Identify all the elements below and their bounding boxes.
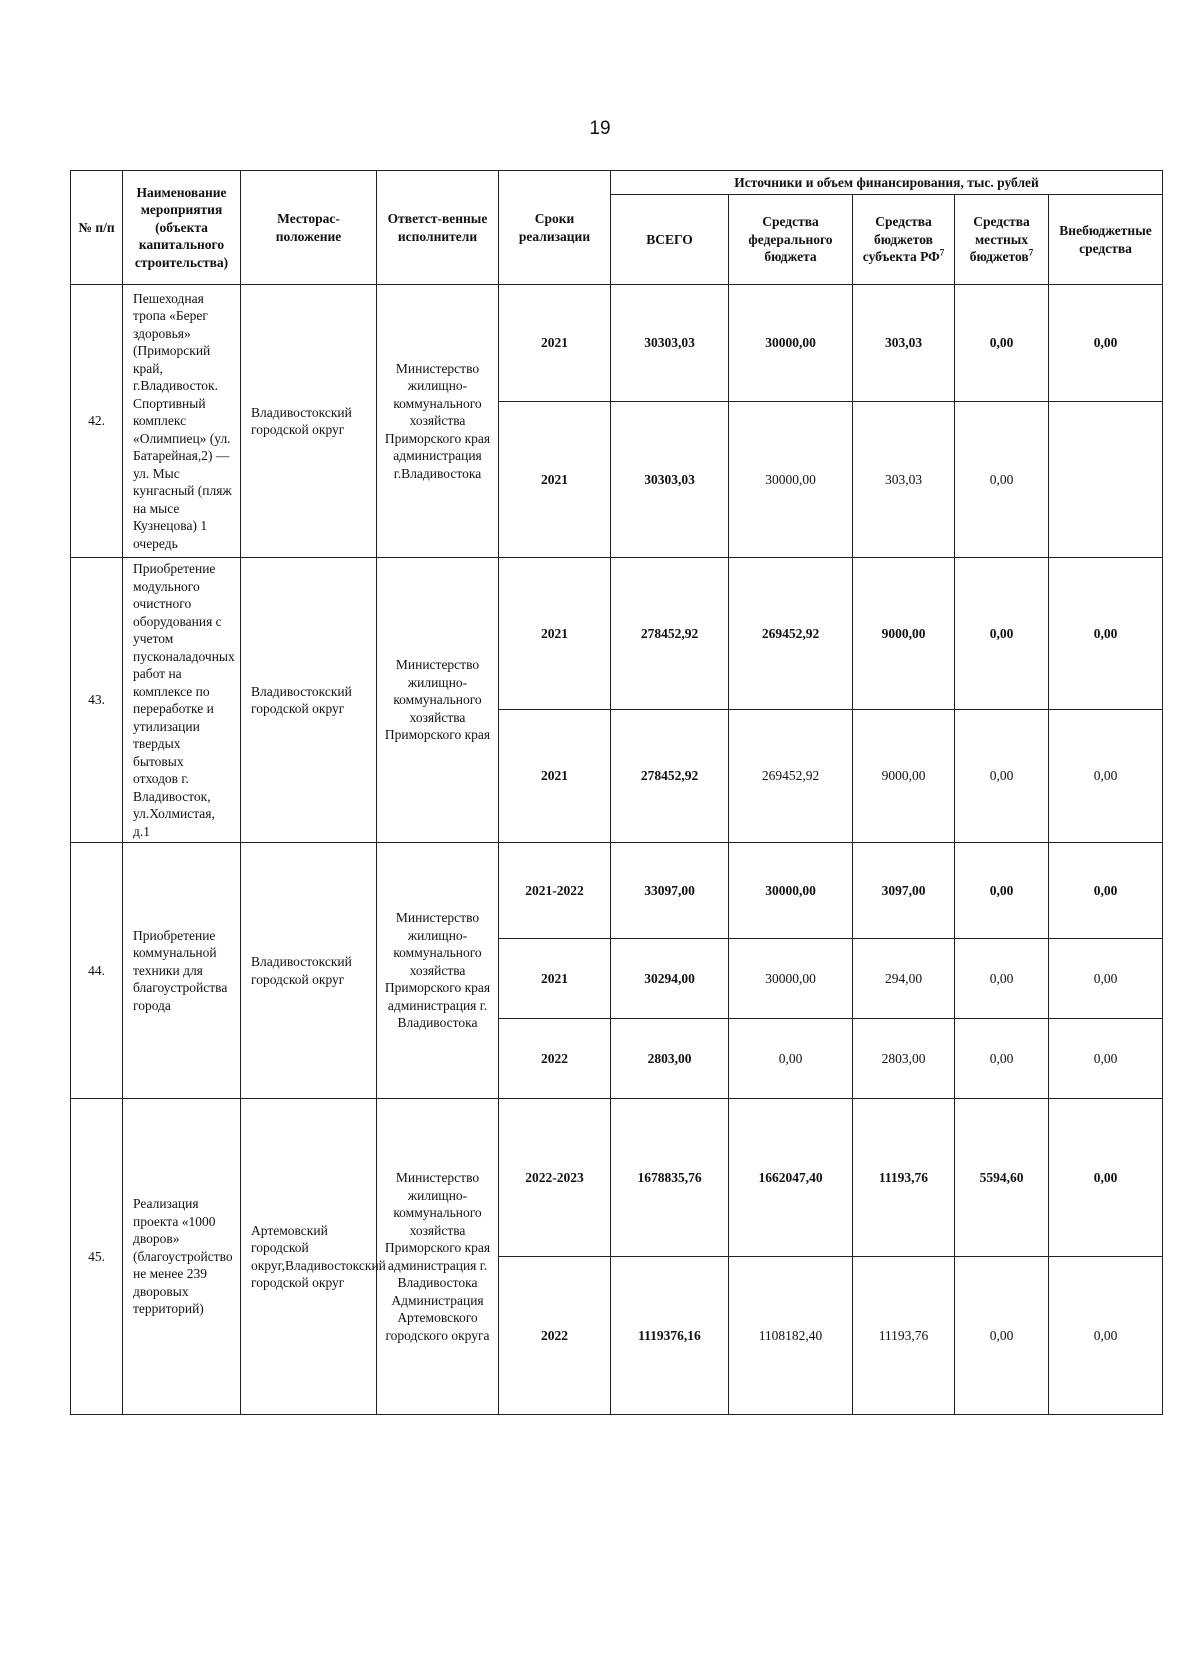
cell-local: 0,00 (955, 402, 1049, 558)
cell-total: 278452,92 (611, 558, 729, 710)
header-subject-label: Средства бюджетов субъекта РФ (862, 214, 940, 265)
cell-term: 2021 (499, 709, 611, 842)
cell-extra: 0,00 (1049, 1019, 1163, 1099)
cell-term: 2021 (499, 558, 611, 710)
cell-term: 2021 (499, 939, 611, 1019)
cell-extra: 0,00 (1049, 558, 1163, 710)
cell-subject: 303,03 (853, 402, 955, 558)
cell-federal: 30000,00 (729, 285, 853, 402)
cell-total: 33097,00 (611, 843, 729, 939)
cell-local: 5594,60 (955, 1099, 1049, 1257)
cell-federal: 30000,00 (729, 843, 853, 939)
page-number: 19 (589, 118, 611, 139)
row-name: Реализация проекта «1000 дворов» (благоустройство не менее 239 дворовых территорий) (123, 1099, 241, 1415)
header-name: Наименование мероприятия (объекта капитального строительства) (123, 171, 241, 285)
cell-extra: 0,00 (1049, 1257, 1163, 1415)
header-location: Месторас-положение (241, 171, 377, 285)
header-terms: Сроки реализации (499, 171, 611, 285)
header-federal: Средства федерального бюджета (729, 195, 853, 285)
row-location: Владивостокский городской округ (241, 285, 377, 558)
row-responsible: Министерство жилищно-коммунального хозяйства Приморского края администрация г. Владивостока Администрация Артемовского городского округа (377, 1099, 499, 1415)
header-local (955, 195, 1049, 285)
table-row (71, 1099, 1163, 1257)
cell-total: 278452,92 (611, 709, 729, 842)
row-location: Артемовский городской округ,Владивостокский городской округ (241, 1099, 377, 1415)
cell-subject: 11193,76 (853, 1257, 955, 1415)
row-name: Пешеходная тропа «Берег здоровья» (Приморский край, г.Владивосток. Спортивный комплекс «Олимпиец» (ул. Батарейная,2) — ул. Мыс кунгасный (пляж на мысе Кузнецова) 1 очередь (123, 285, 241, 558)
header-responsible: Ответст-венные исполнители (377, 171, 499, 285)
cell-subject: 3097,00 (853, 843, 955, 939)
cell-extra: 0,00 (1049, 709, 1163, 842)
cell-extra: 0,00 (1049, 285, 1163, 402)
row-num: 42. (71, 285, 123, 558)
row-num: 45. (71, 1099, 123, 1415)
cell-total: 30303,03 (611, 285, 729, 402)
row-responsible: Министерство жилищно-коммунального хозяйства Приморского края администрация г.Владивостока (377, 285, 499, 558)
cell-federal: 269452,92 (729, 558, 853, 710)
cell-federal: 1108182,40 (729, 1257, 853, 1415)
cell-total: 1119376,16 (611, 1257, 729, 1415)
row-name: Приобретение модульного очистного оборудования с учетом пусконаладочных работ на комплексе по переработке и утилизации твердых бытовых отходов г. Владивосток, ул.Холмистая, д.1 (123, 558, 241, 843)
cell-term: 2022-2023 (499, 1099, 611, 1257)
cell-federal: 269452,92 (729, 709, 853, 842)
table-row (71, 285, 1163, 402)
cell-local: 0,00 (955, 1019, 1049, 1099)
cell-extra: 0,00 (1049, 939, 1163, 1019)
financing-table (70, 170, 1163, 1415)
cell-federal: 1662047,40 (729, 1099, 853, 1257)
cell-total: 30303,03 (611, 402, 729, 558)
cell-subject: 303,03 (853, 285, 955, 402)
row-num: 43. (71, 558, 123, 843)
cell-local: 0,00 (955, 709, 1049, 842)
header-local-footnote: 7 (1028, 247, 1034, 258)
table-row (71, 558, 1163, 710)
header-extra: Внебюджетные средства (1049, 195, 1163, 285)
row-responsible: Министерство жилищно-коммунального хозяйства Приморского края администрация г. Владивостока (377, 843, 499, 1099)
header-total: ВСЕГО (611, 195, 729, 285)
row-num: 44. (71, 843, 123, 1099)
header-sources: Источники и объем финансирования, тыс. рублей (611, 171, 1163, 195)
header-local-label: Средства местных бюджетов (969, 214, 1030, 265)
cell-extra (1049, 402, 1163, 558)
cell-local: 0,00 (955, 843, 1049, 939)
cell-term: 2021 (499, 285, 611, 402)
cell-local: 0,00 (955, 939, 1049, 1019)
cell-local: 0,00 (955, 1257, 1049, 1415)
cell-local: 0,00 (955, 558, 1049, 710)
cell-total: 2803,00 (611, 1019, 729, 1099)
cell-term: 2022 (499, 1019, 611, 1099)
table-row (71, 843, 1163, 939)
row-name: Приобретение коммунальной техники для благоустройства города (123, 843, 241, 1099)
cell-local: 0,00 (955, 285, 1049, 402)
header-subject-footnote: 7 (939, 247, 945, 258)
cell-subject: 294,00 (853, 939, 955, 1019)
cell-federal: 30000,00 (729, 402, 853, 558)
financing-table-sheet (70, 170, 1162, 1415)
cell-extra: 0,00 (1049, 843, 1163, 939)
row-responsible: Министерство жилищно-коммунального хозяйства Приморского края (377, 558, 499, 843)
cell-total: 1678835,76 (611, 1099, 729, 1257)
row-location: Владивостокский городской округ (241, 843, 377, 1099)
cell-term: 2022 (499, 1257, 611, 1415)
cell-total: 30294,00 (611, 939, 729, 1019)
cell-term: 2021-2022 (499, 843, 611, 939)
cell-subject: 9000,00 (853, 558, 955, 710)
cell-federal: 0,00 (729, 1019, 853, 1099)
header-subject (853, 195, 955, 285)
row-location: Владивостокский городской округ (241, 558, 377, 843)
cell-term: 2021 (499, 402, 611, 558)
cell-subject: 2803,00 (853, 1019, 955, 1099)
cell-subject: 9000,00 (853, 709, 955, 842)
cell-extra: 0,00 (1049, 1099, 1163, 1257)
cell-subject: 11193,76 (853, 1099, 955, 1257)
cell-federal: 30000,00 (729, 939, 853, 1019)
header-num: № п/п (71, 171, 123, 285)
